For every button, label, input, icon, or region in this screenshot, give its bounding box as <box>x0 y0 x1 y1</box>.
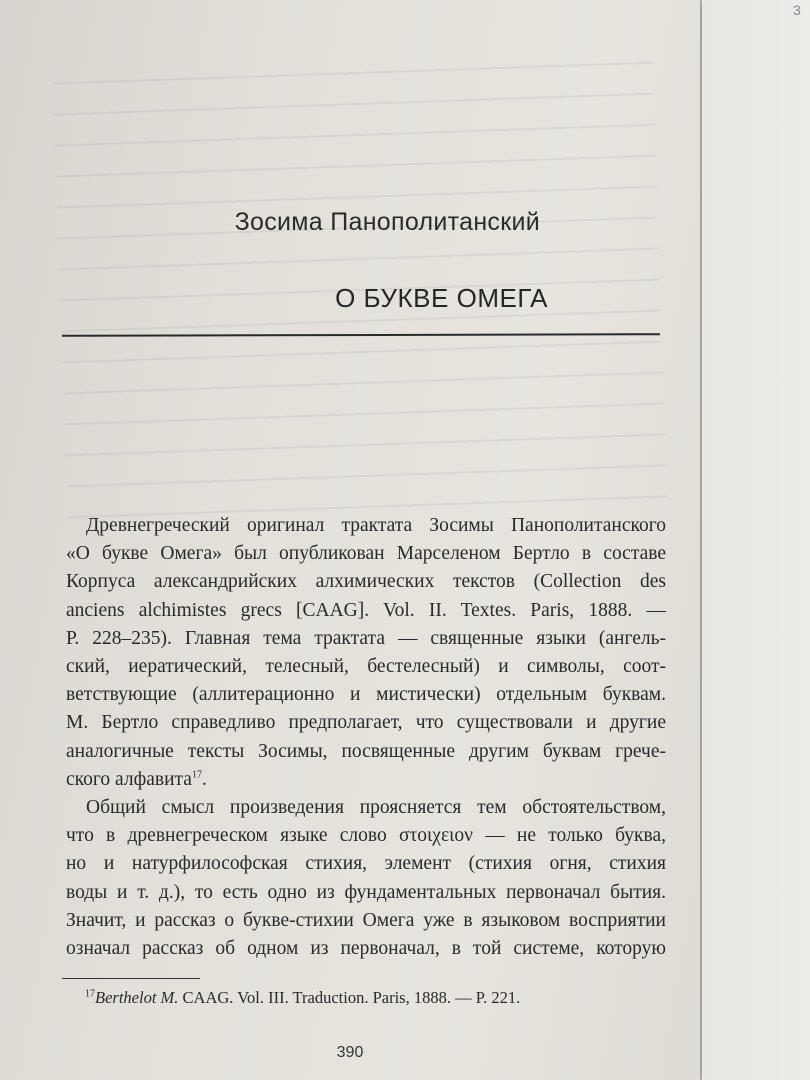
facing-page-edge <box>702 0 810 1080</box>
text-line: аналогичные тексты Зосимы, посвященные другим буквам грече- <box>66 740 666 762</box>
footnote <box>85 988 520 1008</box>
page-number: 390 <box>336 1044 364 1061</box>
footnote-text: CAAG. Vol. III. Traduction. Paris, 1888. — P. 221. <box>178 988 521 1007</box>
text-line: означал рассказ об одном из первоначал, в той системе, которую <box>66 938 666 960</box>
text-line: Значит, и рассказ о букве-стихии Омега уже в языковом восприятии <box>66 909 666 931</box>
text-line: ветствующие (аллитерационно и мистически) отдельным буквам. <box>66 684 666 706</box>
paragraph-2 <box>66 794 666 963</box>
text-line: ского алфавита <box>66 768 192 790</box>
text-line: Древнегреческий оригинал трактата Зосимы Панополитанского <box>86 515 666 536</box>
corner-mark: 3 <box>793 2 801 18</box>
text-line: Р. 228–235). Главная тема трактата — священные языки (ангель- <box>66 627 666 649</box>
text-line: воды и т. д.), то есть одно из фундаментальных первоначал бытия. <box>66 881 666 903</box>
footnote-author: Berthelot M. <box>95 988 179 1007</box>
text-line: anciens alchimistes grecs [CAAG]. Vol. II. Textes. Paris, 1888. — <box>66 599 666 621</box>
chapter-title: О БУКВЕ ОМЕГА <box>335 283 548 313</box>
footnote-rule <box>62 978 200 979</box>
text-line: но и натурфилософская стихия, элемент (стихия огня, стихия <box>66 853 666 875</box>
text-line-last: ского алфавита$^{17}$. <box>66 768 207 790</box>
text-line: ский, иератический, телесный, бестелесный) и символы, соот- <box>66 656 666 678</box>
main-text <box>66 512 666 963</box>
footnote-reference[interactable]: 17 <box>191 769 202 781</box>
paragraph-1 <box>66 512 666 794</box>
author-heading: Зосима Панополитанский <box>234 208 540 236</box>
footnote-mark: 17 <box>85 988 95 1000</box>
text-line: что в древнегреческом языке слово στοιχειον — не только буква, <box>66 825 666 847</box>
text-line: «О букве Омега» был опубликован Марселеном Бертло в составе <box>66 543 666 565</box>
text-line: Корпуса александрийских алхимических текстов (Collection des <box>66 571 666 593</box>
text-line: М. Бертло справедливо предполагает, что существовали и другие <box>66 712 666 734</box>
text-line: Общий смысл произведения проясняется тем обстоятельством, <box>86 797 666 819</box>
